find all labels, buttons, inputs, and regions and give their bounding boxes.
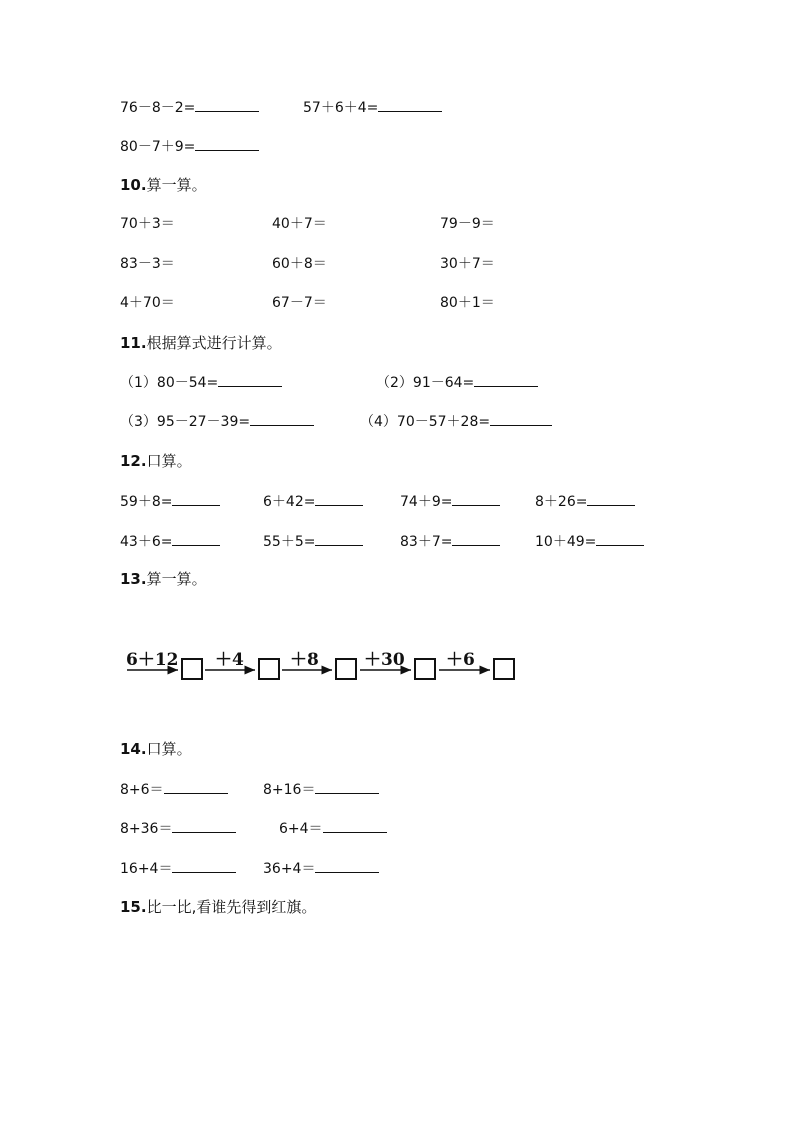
chain-step-label: ＋8 <box>290 650 319 670</box>
exercise-item: 36+4＝ <box>263 859 379 878</box>
exercise-item: 8+6＝ <box>120 780 228 799</box>
problem-heading: 10.算一算。 <box>120 176 207 194</box>
answer-box[interactable] <box>493 658 515 680</box>
answer-box[interactable] <box>258 658 280 680</box>
answer-blank[interactable] <box>323 819 387 833</box>
exercise-item: 67－7＝ <box>272 295 327 311</box>
exercise-item: （4）70－57＋28= <box>360 412 552 431</box>
answer-blank[interactable] <box>315 859 379 873</box>
exercise-item: 6+4＝ <box>279 819 387 838</box>
exercise-item: 57＋6＋4= <box>303 98 442 117</box>
exercise-item: 10＋49= <box>535 532 644 551</box>
answer-blank[interactable] <box>378 98 442 112</box>
exercise-item: 70＋3＝ <box>120 216 175 232</box>
chain-step-label: ＋4 <box>215 650 244 670</box>
answer-blank[interactable] <box>474 373 538 387</box>
exercise-item: 43＋6= <box>120 532 220 551</box>
exercise-item: 83＋7= <box>400 532 500 551</box>
answer-blank[interactable] <box>195 98 259 112</box>
problem-heading: 15.比一比,看谁先得到红旗。 <box>120 898 317 916</box>
exercise-item: 80＋1＝ <box>440 295 495 311</box>
answer-blank[interactable] <box>172 819 236 833</box>
exercise-item: 40＋7＝ <box>272 216 327 232</box>
problem-heading: 14.口算。 <box>120 740 192 758</box>
exercise-item: 8+16＝ <box>263 780 379 799</box>
exercise-item: 74＋9= <box>400 492 500 511</box>
exercise-item: 76－8－2= <box>120 98 259 117</box>
answer-blank[interactable] <box>315 532 363 546</box>
exercise-item: 30＋7＝ <box>440 256 495 272</box>
answer-blank[interactable] <box>172 532 220 546</box>
exercise-item: 59＋8= <box>120 492 220 511</box>
answer-blank[interactable] <box>596 532 644 546</box>
answer-blank[interactable] <box>164 780 228 794</box>
exercise-item: 83－3＝ <box>120 256 175 272</box>
exercise-item: 8+36＝ <box>120 819 236 838</box>
answer-blank[interactable] <box>452 532 500 546</box>
problem-heading: 11.根据算式进行计算。 <box>120 334 282 352</box>
calculation-chain <box>120 642 530 692</box>
exercise-item: 80－7＋9= <box>120 137 259 156</box>
answer-box[interactable] <box>335 658 357 680</box>
chain-step-label: ＋30 <box>364 650 405 670</box>
problem-heading: 12.口算。 <box>120 452 192 470</box>
exercise-item: 55＋5= <box>263 532 363 551</box>
answer-box[interactable] <box>414 658 436 680</box>
chain-start-label: 6＋12 <box>126 650 179 670</box>
exercise-item: 8＋26= <box>535 492 635 511</box>
answer-blank[interactable] <box>587 492 635 506</box>
exercise-item: 60＋8＝ <box>272 256 327 272</box>
answer-blank[interactable] <box>172 492 220 506</box>
chain-step-label: ＋6 <box>446 650 475 670</box>
answer-blank[interactable] <box>452 492 500 506</box>
exercise-item: 16+4＝ <box>120 859 236 878</box>
answer-box[interactable] <box>181 658 203 680</box>
exercise-item: 4＋70＝ <box>120 295 175 311</box>
exercise-item: （1）80－54= <box>120 373 282 392</box>
answer-blank[interactable] <box>250 412 314 426</box>
answer-blank[interactable] <box>315 492 363 506</box>
exercise-item: （2）91－64= <box>376 373 538 392</box>
answer-blank[interactable] <box>490 412 552 426</box>
answer-blank[interactable] <box>218 373 282 387</box>
problem-heading: 13.算一算。 <box>120 570 207 588</box>
exercise-item: （3）95－27－39= <box>120 412 314 431</box>
exercise-item: 79－9＝ <box>440 216 495 232</box>
exercise-item: 6＋42= <box>263 492 363 511</box>
answer-blank[interactable] <box>195 137 259 151</box>
answer-blank[interactable] <box>172 859 236 873</box>
answer-blank[interactable] <box>315 780 379 794</box>
